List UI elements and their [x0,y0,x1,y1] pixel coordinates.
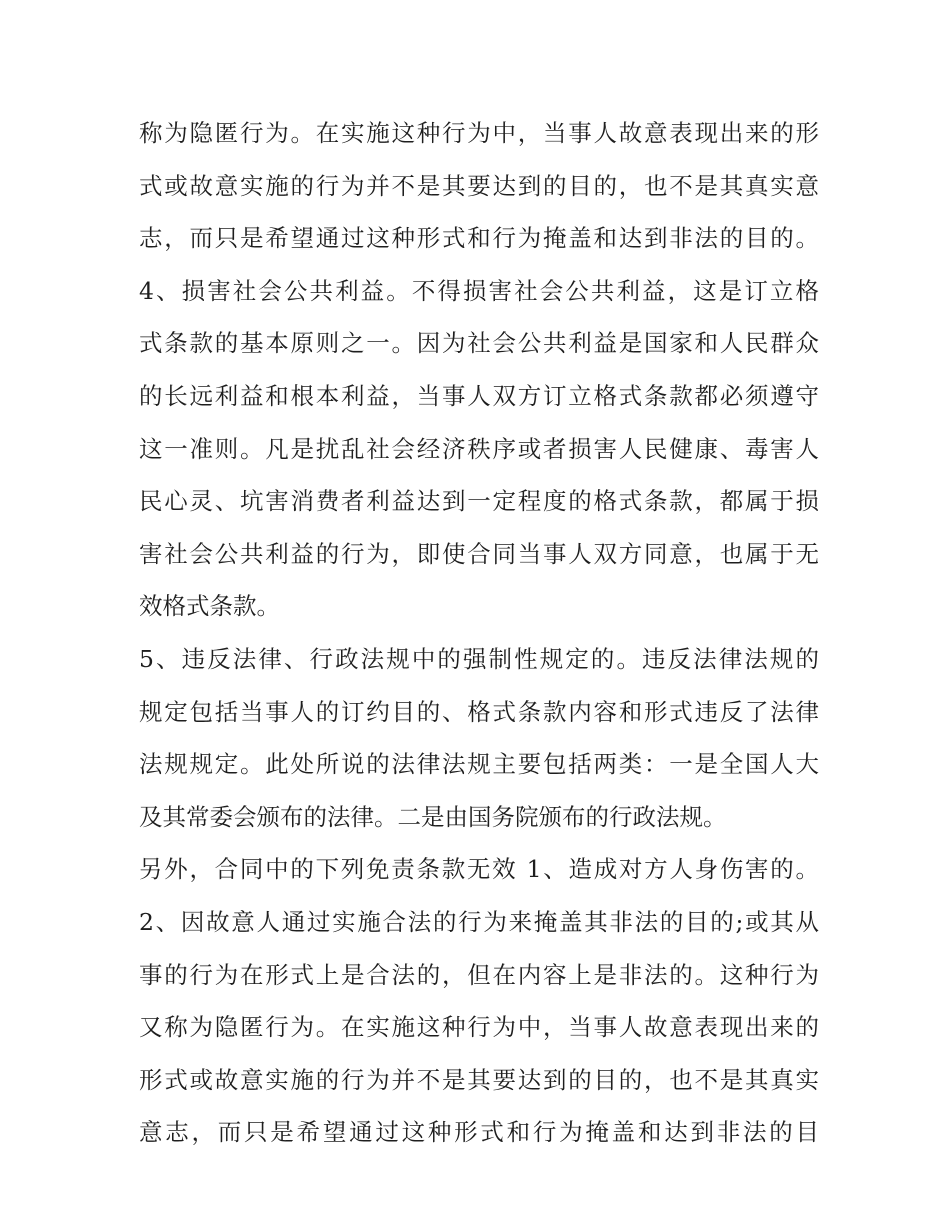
text-line: 害社会公共利益的行为，即使合同当事人双方同意，也属于无 [139,539,819,568]
text-line: 的长远利益和根本利益，当事人双方订立格式条款都必须遵守 [139,381,819,410]
text-line: 4、损害社会公共利益。不得损害社会公共利益，这是订立格 [139,276,819,305]
text-line: 意志，而只是希望通过这种形式和行为掩盖和达到非法的目 [139,1118,819,1147]
text-line: 形式或故意实施的行为并不是其要达到的目的，也不是其真实 [139,1065,819,1094]
text-line: 式条款的基本原则之一。因为社会公共利益是国家和人民群众 [139,329,819,358]
text-line: 规定包括当事人的订约目的、格式条款内容和形式违反了法律 [139,697,819,726]
text-line: 民心灵、坑害消费者利益达到一定程度的格式条款，都属于损 [139,487,819,516]
text-line: 及其常委会颁布的法律。二是由国务院颁布的行政法规。 [139,802,727,831]
text-line: 2、因故意人通过实施合法的行为来掩盖其非法的目的;或其从 [139,907,819,936]
text-line: 这一准则。凡是扰乱社会经济秩序或者损害人民健康、毒害人 [139,434,819,463]
text-line: 志，而只是希望通过这种形式和行为掩盖和达到非法的目的。 [139,224,819,253]
text-line: 事的行为在形式上是合法的，但在内容上是非法的。这种行为 [139,960,819,989]
text-line: 效格式条款。 [139,592,280,621]
text-line: 法规规定。此处所说的法律法规主要包括两类：一是全国人大 [139,750,819,779]
text-line: 又称为隐匿行为。在实施这种行为中，当事人故意表现出来的 [139,1013,819,1042]
text-line: 式或故意实施的行为并不是其要达到的目的，也不是其真实意 [139,171,819,200]
text-line: 另外，合同中的下列免责条款无效 1、造成对方人身伤害的。 [139,855,819,884]
text-line: 称为隐匿行为。在实施这种行为中，当事人故意表现出来的形 [139,119,819,147]
document-body [139,107,819,1159]
text-line: 5、违反法律、行政法规中的强制性规定的。违反法律法规的 [139,644,819,673]
